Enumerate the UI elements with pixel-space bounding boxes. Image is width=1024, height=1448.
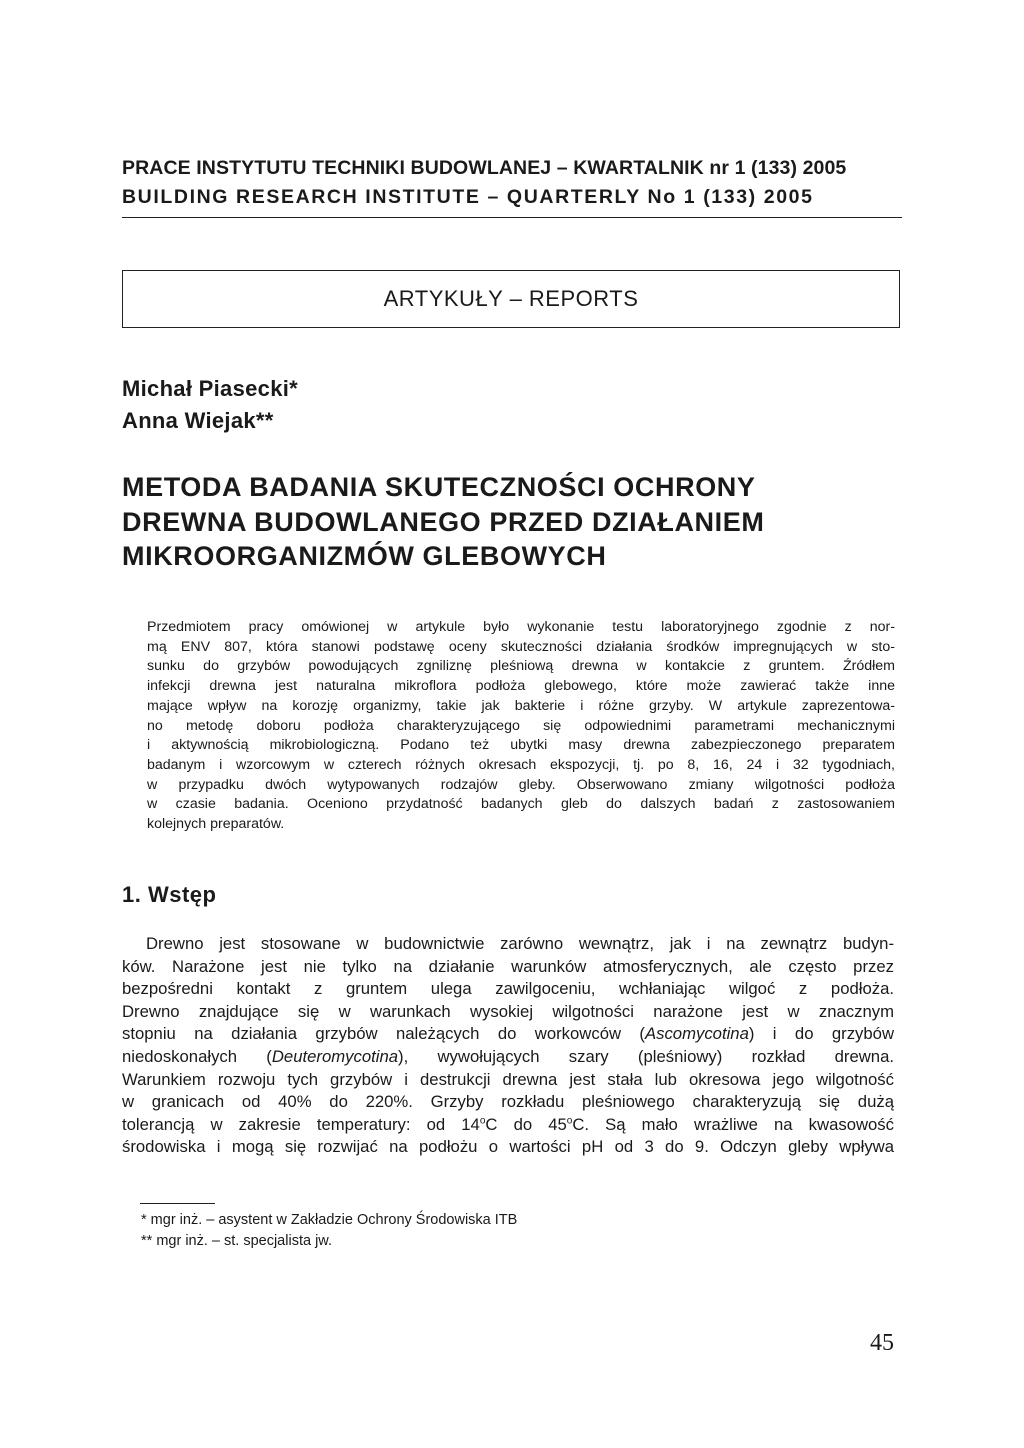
footnote: ** mgr inż. – st. specjalista jw.	[141, 1233, 332, 1249]
body-line: bezpośredni kontakt z gruntem ulega zawilgoceniu, wchłaniając wilgoć z podłoża.	[122, 979, 894, 999]
abstract-line: mą ENV 807, która stanowi podstawę oceny skuteczności działania środków impregnujących w sto-	[147, 638, 895, 655]
journal-header-english: BUILDING RESEARCH INSTITUTE – QUARTERLY No 1 (133) 2005	[122, 186, 814, 208]
body-fragment: stopniu na działania grzybów należących do workowców (	[122, 1024, 645, 1044]
page-number: 45	[870, 1330, 894, 1356]
body-fragment: C do 45	[485, 1114, 567, 1134]
author-1: Michał Piasecki*	[122, 376, 299, 401]
abstract-line: w przypadku dwóch wytypowanych rodzajów gleby. Obserwowano zmiany wilgotności podłoża	[147, 776, 895, 793]
body-line: w granicach od 40% do 220%. Grzyby rozkładu pleśniowego charakteryzują się dużą	[122, 1092, 894, 1112]
body-line	[122, 1046, 894, 1069]
abstract	[147, 618, 895, 835]
body-line: Warunkiem rozwoju tych grzybów i destrukcji drewna jest stała lub okresowa jego wilgotność	[122, 1069, 894, 1089]
footnote-rule	[140, 1203, 215, 1204]
body-line: środowiska i mogą się rozwijać na podłożu o wartości pH od 3 do 9. Odczyn gleby wpływa	[122, 1137, 894, 1157]
section-label-box	[122, 270, 900, 328]
section-heading: 1. Wstęp	[122, 882, 217, 907]
journal-header-polish: PRACE INSTYTUTU TECHNIKI BUDOWLANEJ – KWARTALNIK nr 1 (133) 2005	[122, 157, 847, 179]
taxon-name: Deuteromycotina	[271, 1046, 399, 1066]
author-2: Anna Wiejak**	[122, 408, 274, 433]
body-line	[122, 1114, 894, 1137]
degree-sign: o	[566, 1115, 573, 1127]
abstract-line: badanym i wzorcowym w czterech różnych okresach ekspozycji, tj. po 8, 16, 24 i 32 tygodniach,	[147, 756, 895, 773]
body-line	[122, 1023, 894, 1046]
footnote: * mgr inż. – asystent w Zakładzie Ochrony Środowiska ITB	[141, 1212, 518, 1228]
body-text	[122, 933, 894, 1159]
body-line: Drewno jest stosowane w budownictwie zarówno wewnątrz, jak i na zewnątrz budyn-	[146, 934, 894, 953]
abstract-line: kolejnych preparatów.	[147, 816, 285, 833]
abstract-line: Przedmiotem pracy omówionej w artykule było wykonanie testu laboratoryjnego zgodnie z nor-	[147, 619, 895, 635]
body-fragment: tolerancją w zakresie temperatury: od 14	[122, 1114, 480, 1134]
footnotes	[141, 1210, 517, 1252]
section-label: ARTYKUŁY – REPORTS	[383, 286, 639, 311]
title-line: DREWNA BUDOWLANEGO PRZED DZIAŁANIEM	[122, 506, 765, 537]
body-fragment: ) i do grzybów	[748, 1024, 895, 1044]
abstract-line: i aktywnością mikrobiologiczną. Podano też ubytki masy drewna zabezpieczonego preparatem	[147, 737, 895, 754]
abstract-line: mające wpływ na korozję organizmy, takie jak bakterie i różne grzyby. W artykule zaprezentowa-	[147, 697, 895, 714]
title-line: METODA BADANIA SKUTECZNOŚCI OCHRONY	[122, 472, 756, 502]
abstract-line: sunku do grzybów powodujących zgniliznę pleśniową drewna w kontakcie z gruntem. Źródłem	[147, 658, 895, 675]
body-fragment: ), wywołujących szary (pleśniowy) rozkład drewna.	[398, 1046, 895, 1066]
body-fragment: C. Są mało wrażliwe na kwasowość	[572, 1114, 894, 1134]
abstract-line: no metodę doboru podłoża charakteryzującego się odpowiednimi parametrami mechanicznymi	[147, 717, 895, 734]
header-rule	[122, 217, 902, 218]
abstract-line: w czasie badania. Oceniono przydatność badanych gleb do dalszych badań z zastosowaniem	[147, 796, 895, 813]
body-fragment: niedoskonałych (	[122, 1046, 272, 1066]
taxon-name: Ascomycotina	[644, 1024, 749, 1044]
degree-sign: o	[479, 1115, 486, 1127]
article-title	[122, 470, 902, 574]
body-line: ków. Narażone jest nie tylko na działanie warunków atmosferycznych, ale często przez	[122, 956, 894, 976]
body-line: Drewno znajdujące się w warunkach wysokiej wilgotności narażone jest w znacznym	[122, 1001, 894, 1021]
abstract-line: infekcji drewna jest naturalna mikroflora podłoża glebowego, które może zawierać także inne	[147, 678, 895, 695]
title-line: MIKROORGANIZMÓW GLEBOWYCH	[122, 541, 607, 571]
